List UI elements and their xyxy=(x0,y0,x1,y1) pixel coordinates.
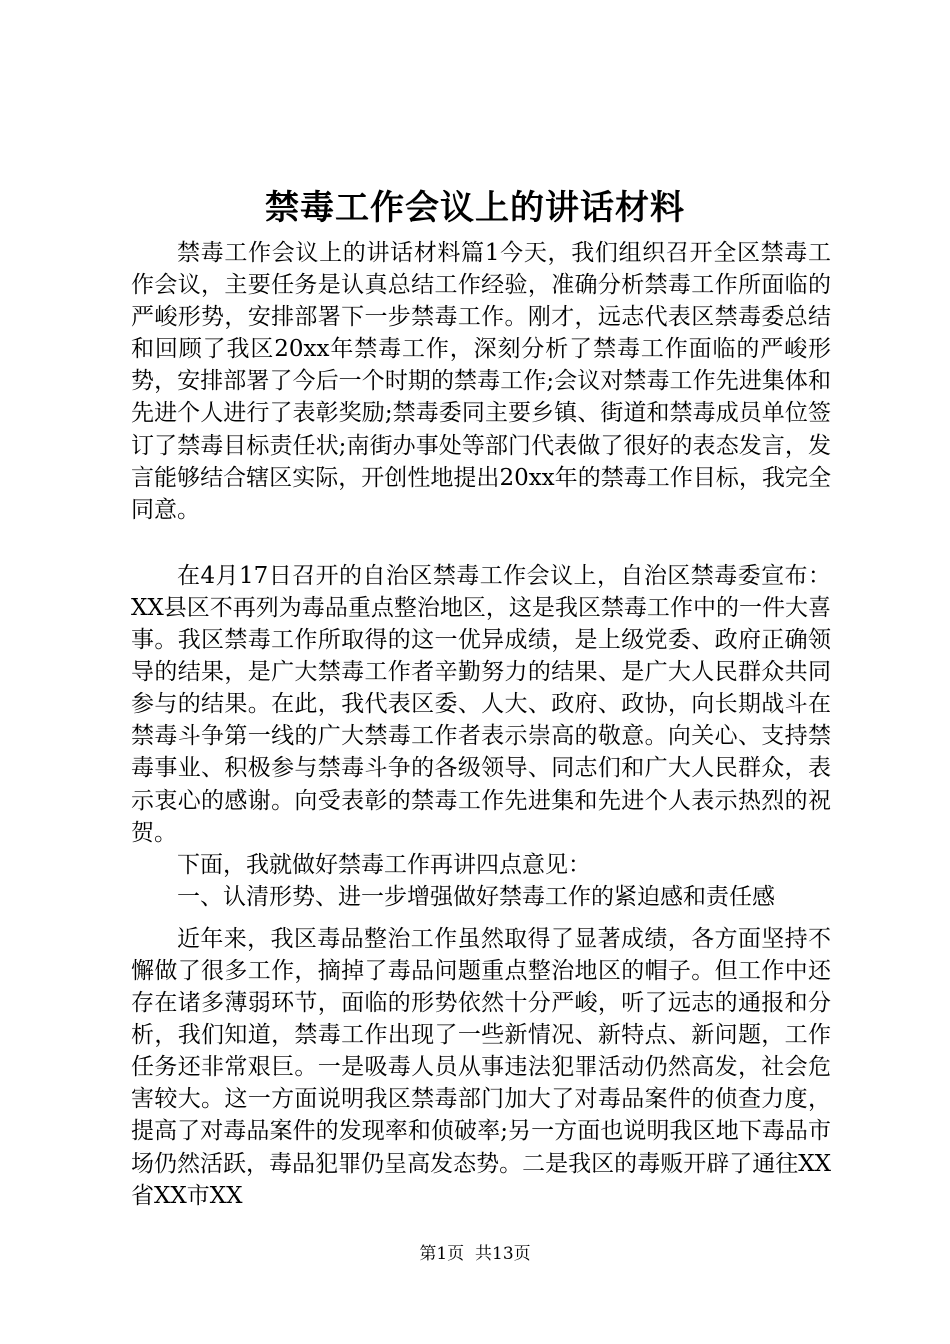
paragraph-gap xyxy=(131,913,831,923)
page-number: 第1页 xyxy=(419,1244,465,1264)
paragraph-gap xyxy=(131,526,831,560)
paragraph-intro: 禁毒工作会议上的讲话材料篇1今天，我们组织召开全区禁毒工作会议，主要任务是认真总结工作经验，准确分析禁毒工作所面临的严峻形势，安排部署下一步禁毒工作。刚才，远志代表区禁毒委总结和回顾了我区20xx年禁毒工作，深刻分析了禁毒工作面临的严峻形势，安排部署了今后一个时期的禁毒工作;会议对禁毒工作先进集体和先进个人进行了表彰奖励;禁毒委同主要乡镇、街道和禁毒成员单位签订了禁毒目标责任状;南街办事处等部门代表做了很好的表态发言，发言能够结合辖区实际，开创性地提出20xx年的禁毒工作目标，我完全同意。 xyxy=(131,240,831,523)
section-heading-1: 一、认清形势、进一步增强做好禁毒工作的紧迫感和责任感 xyxy=(177,883,775,910)
page-total: 共13页 xyxy=(475,1244,531,1264)
page-footer xyxy=(0,1243,950,1265)
paragraph-announcement: 在4月17日召开的自治区禁毒工作会议上，自治区禁毒委宣布：XX县区不再列为毒品重点整治地区，这是我区禁毒工作中的一件大喜事。我区禁毒工作所取得的这一优异成绩，是上级党委、政府正确领导的结果，是广大禁毒工作者辛勤努力的结果、是广大人民群众共同参与的结果。在此，我代表区委、人大、政府、政协，向长期战斗在禁毒斗争第一线的广大禁毒工作者表示崇高的敬意。向关心、支持禁毒事业、积极参与禁毒斗争的各级领导、同志们和广大人民群众，表示衷心的感谢。向受表彰的禁毒工作先进集和先进个人表示热烈的祝贺。 xyxy=(131,562,831,846)
document-title: 禁毒工作会议上的讲话材料 xyxy=(265,188,685,228)
paragraph-transition: 下面，我就做好禁毒工作再讲四点意见： xyxy=(177,851,591,878)
paragraph-situation: 近年来，我区毒品整治工作虽然取得了显著成绩，各方面坚持不懈做了很多工作，摘掉了毒品问题重点整治地区的帽子。但工作中还存在诸多薄弱环节，面临的形势依然十分严峻，听了远志的通报和分析，我们知道，禁毒工作出现了一些新情况、新特点、新问题，工作任务还非常艰巨。一是吸毒人员从事违法犯罪活动仍然高发，社会危害较大。这一方面说明我区禁毒部门加大了对毒品案件的侦查力度，提高了对毒品案件的发现率和侦破率;另一方面也说明我区地下毒品市场仍然活跃，毒品犯罪仍呈高发态势。二是我区的毒贩开辟了通往XX省XX市XX xyxy=(131,925,831,1209)
document-body xyxy=(131,237,831,1212)
